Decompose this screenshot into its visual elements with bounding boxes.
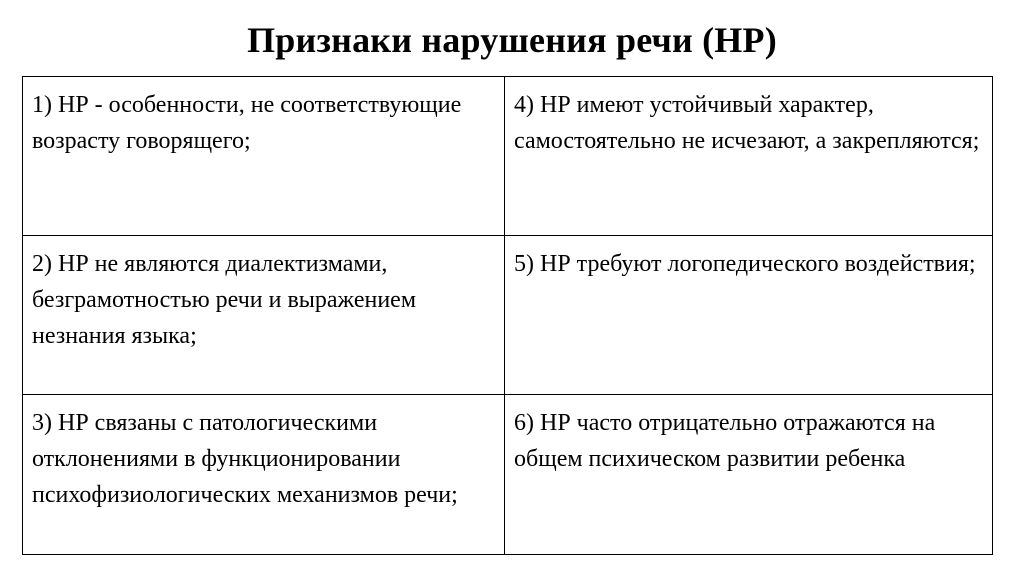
- table-row: [23, 395, 993, 555]
- sign-cell-1: 1) НР - особенности, не соответствующие возрасту говорящего;: [23, 77, 505, 236]
- table-row: [23, 236, 993, 395]
- table-row: [23, 77, 993, 236]
- page-title: Признаки нарушения речи (НР): [247, 20, 777, 60]
- sign-cell-5: 5) НР требуют логопедического воздействия;: [505, 236, 993, 395]
- sign-cell-3: 3) НР связаны с патологическими отклонениями в функционировании психофизиологических механизмов речи;: [23, 395, 505, 555]
- sign-cell-6: 6) НР часто отрицательно отражаются на общем психическом развитии ребенка: [505, 395, 993, 555]
- sign-cell-4: 4) НР имеют устойчивый характер, самостоятельно не исчезают, а закрепляются;: [505, 77, 993, 236]
- signs-table: [22, 76, 993, 555]
- sign-cell-2: 2) НР не являются диалектизмами, безграмотностью речи и выражением незнания языка;: [23, 236, 505, 395]
